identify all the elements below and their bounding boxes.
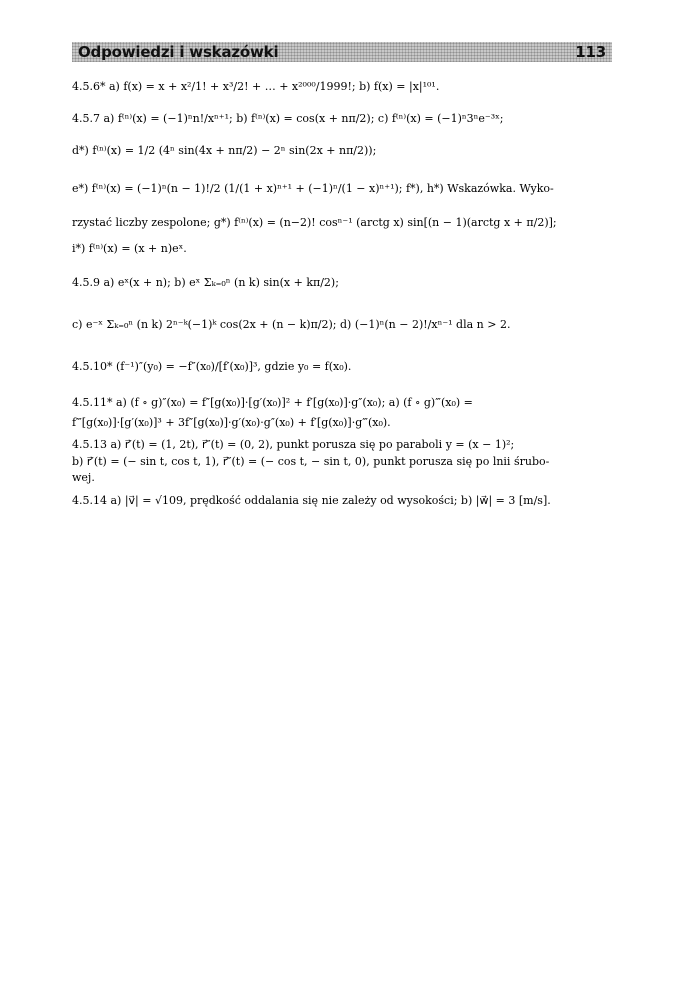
answer-4-5-9-c-d: c) e⁻ˣ Σₖ₌₀ⁿ (n k) 2ⁿ⁻ᵏ(−1)ᵏ cos(2x + (n − k)π/2); d) (−1)ⁿ(n − 2)!/xⁿ⁻¹ dla n > 2.	[72, 318, 511, 331]
answer-4-5-11-line2: f‴[g(x₀)]·[g′(x₀)]³ + 3f″[g(x₀)]·g′(x₀)·g″(x₀) + f′[g(x₀)]·g‴(x₀).	[72, 416, 391, 429]
answer-4-5-13-b-cont: wej.	[72, 471, 95, 484]
header-title: Odpowiedzi i wskazówki	[78, 43, 279, 61]
running-header	[72, 42, 612, 62]
answer-4-5-10: 4.5.10* (f⁻¹)″(y₀) = −f″(x₀)/[f′(x₀)]³, gdzie y₀ = f(x₀).	[72, 360, 352, 373]
answer-4-5-7-d: d*) f⁽ⁿ⁾(x) = 1/2 (4ⁿ sin(4x + nπ/2) − 2ⁿ sin(2x + nπ/2));	[72, 144, 377, 157]
answer-4-5-7-i: i*) f⁽ⁿ⁾(x) = (x + n)eˣ.	[72, 242, 187, 255]
answer-4-5-9-a-b: 4.5.9 a) eˣ(x + n); b) eˣ Σₖ₌₀ⁿ (n k) sin(x + kπ/2);	[72, 276, 339, 289]
answer-4-5-7-a-b-c: 4.5.7 a) f⁽ⁿ⁾(x) = (−1)ⁿn!/xⁿ⁺¹; b) f⁽ⁿ⁾(x) = cos(x + nπ/2); c) f⁽ⁿ⁾(x) = (−1)ⁿ3ⁿe⁻³ˣ;	[72, 112, 504, 125]
answer-4-5-13-b: b) r⃗′(t) = (− sin t, cos t, 1), r⃗″(t) = (− cos t, − sin t, 0), punkt porusza się po lnii śrubo-	[72, 455, 550, 468]
answer-4-5-7-g: rzystać liczby zespolone; g*) f⁽ⁿ⁾(x) = (n−2)! cosⁿ⁻¹ (arctg x) sin[(n − 1)(arctg x + π/2)];	[72, 216, 557, 229]
answer-4-5-13-a: 4.5.13 a) r⃗′(t) = (1, 2t), r⃗″(t) = (0, 2), punkt porusza się po paraboli y = (x − 1)²;	[72, 438, 515, 451]
answer-4-5-11-line1: 4.5.11* a) (f ∘ g)″(x₀) = f″[g(x₀)]·[g′(x₀)]² + f′[g(x₀)]·g″(x₀); a) (f ∘ g)‴(x₀) =	[72, 396, 473, 409]
answer-4-5-7-e: e*) f⁽ⁿ⁾(x) = (−1)ⁿ(n − 1)!/2 (1/(1 + x)ⁿ⁺¹ + (−1)ⁿ/(1 − x)ⁿ⁺¹); f*), h*) Wskazówka. Wyko-	[72, 182, 554, 195]
page-number: 113	[575, 43, 606, 61]
answer-4-5-6: 4.5.6* a) f(x) = x + x²/1! + x³/2! + … + x²⁰⁰⁰/1999!; b) f(x) = |x|¹⁰¹.	[72, 80, 440, 93]
answer-4-5-14: 4.5.14 a) |v⃗| = √109, prędkość oddalania się nie zależy od wysokości; b) |w⃗| = 3 [m/s].	[72, 494, 551, 507]
